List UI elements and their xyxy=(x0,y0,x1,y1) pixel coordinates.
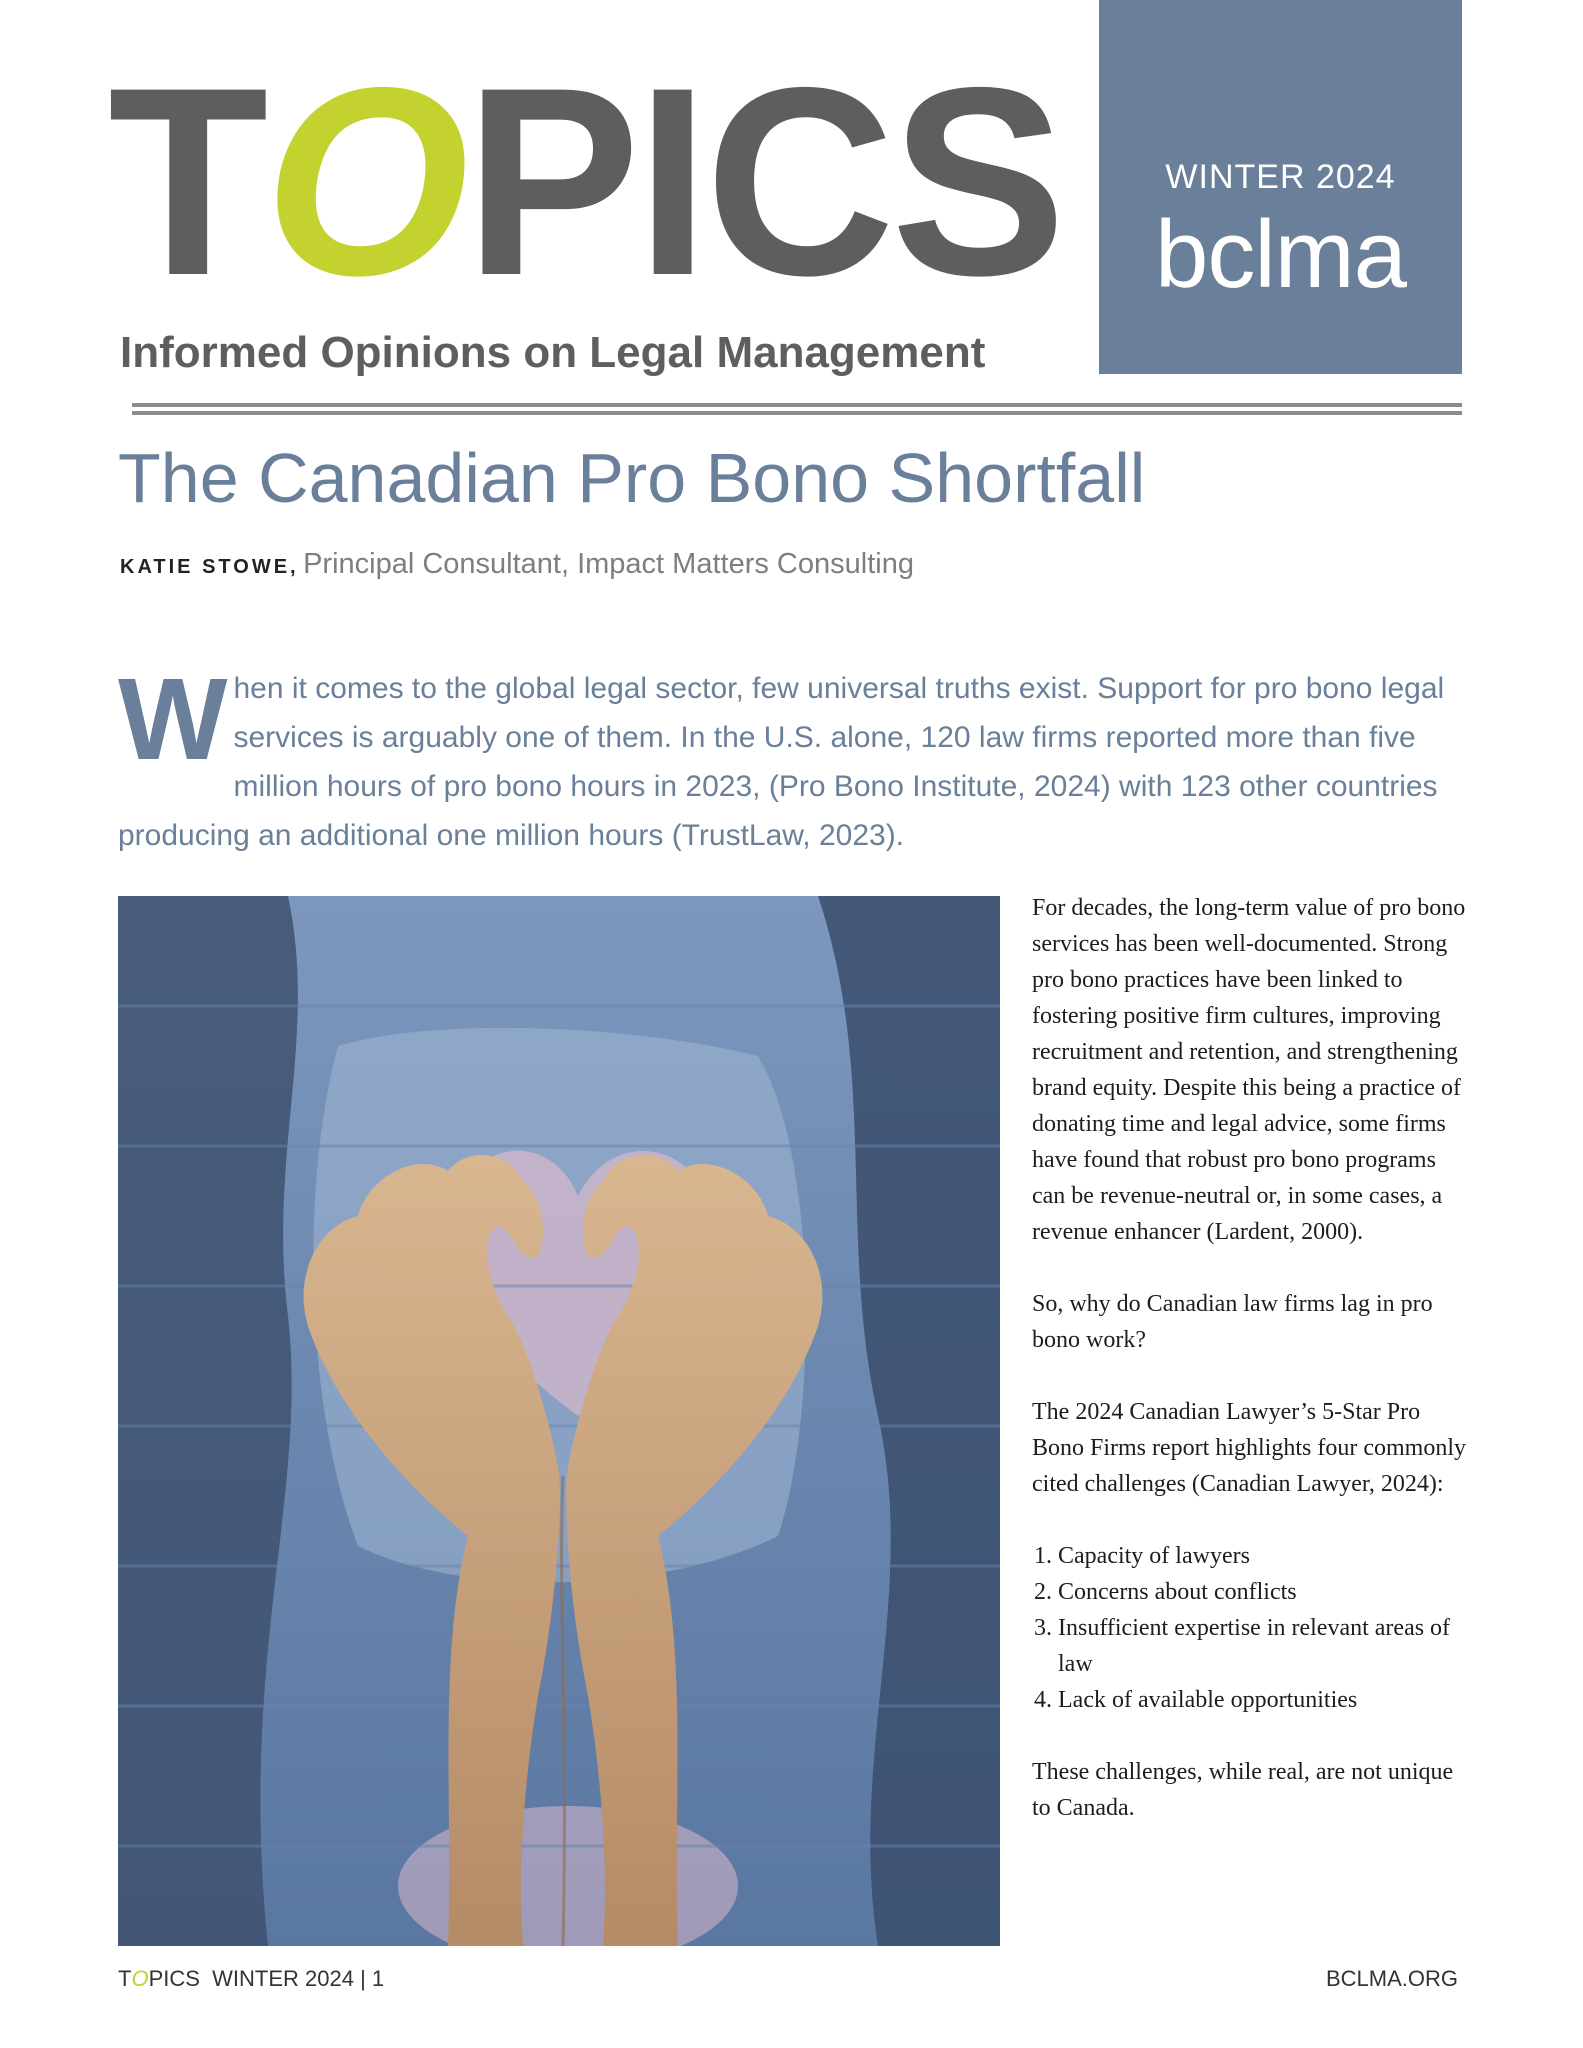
byline xyxy=(120,548,914,581)
tagline: Informed Opinions on Legal Management xyxy=(120,328,986,377)
logo-letter-o: O xyxy=(264,31,465,331)
lead-paragraph xyxy=(118,654,1466,860)
author-role: Principal Consultant, Impact Matters Consulting xyxy=(303,548,914,580)
list-item: 2. Concerns about conflicts xyxy=(1058,1574,1468,1610)
challenges-list xyxy=(1032,1538,1468,1718)
org-logo: bclma xyxy=(1154,201,1407,308)
body-paragraph: So, why do Canadian law firms lag in pro bono work? xyxy=(1032,1291,1433,1353)
lead-text: hen it comes to the global legal sector, few universal truths exist. Support for pro bono legal services is arguably one of them. In the U.S. alone, 120 law firms reported more than five million hours of pro bono hours in 2023, (Pro Bono Institute, 2024) with 123 other countries producing an additional one million hours (TrustLaw, 2023). xyxy=(118,672,1445,852)
logo-letters-rest: PICS xyxy=(464,31,1063,331)
footer-issue xyxy=(118,1966,384,1992)
footer-logo-rest: PICS xyxy=(148,1966,200,1991)
body-paragraph-closing: These challenges, while real, are not unique to Canada. xyxy=(1032,1759,1454,1821)
author-name: KATIE STOWE, xyxy=(120,556,299,578)
issue-box xyxy=(1099,0,1462,374)
header-divider-bottom xyxy=(132,411,1462,415)
footer-issue-label: WINTER 2024 | 1 xyxy=(212,1966,385,1991)
drop-cap: W xyxy=(118,654,228,784)
body-column xyxy=(1032,890,1468,1862)
masthead xyxy=(108,31,1063,377)
body-paragraph: For decades, the long-term value of pro bono services has been well-documented. Strong pro bono practices have been linked to fostering positive firm cultures, improving recruitment and retention, and strengthening brand equity. Despite this being a practice of donating time and legal advice, some firms have found that robust pro bono programs can be revenue-neutral or, in some cases, a revenue enhancer (Lardent, 2000). xyxy=(1032,895,1466,1245)
list-item: 3. Insufficient expertise in relevant areas of law xyxy=(1058,1610,1468,1682)
list-item: 4. Lack of available opportunities xyxy=(1058,1682,1468,1718)
heart-hands-photo xyxy=(118,896,1000,1946)
topics-logo xyxy=(108,31,1063,331)
header-divider-top xyxy=(132,403,1462,407)
body-paragraph: The 2024 Canadian Lawyer’s 5-Star Pro Bono Firms report highlights four commonly cited challenges (Canadian Lawyer, 2024): xyxy=(1032,1399,1466,1497)
footer-site[interactable]: BCLMA.ORG xyxy=(1325,1966,1458,1991)
issue-season: WINTER 2024 xyxy=(1165,158,1396,196)
list-item: 1. Capacity of lawyers xyxy=(1058,1538,1468,1574)
article-title: The Canadian Pro Bono Shortfall xyxy=(118,439,1146,517)
logo-letter-t: T xyxy=(108,31,265,331)
footer-logo-o: O xyxy=(131,1966,149,1991)
footer-logo-t: T xyxy=(118,1966,132,1991)
